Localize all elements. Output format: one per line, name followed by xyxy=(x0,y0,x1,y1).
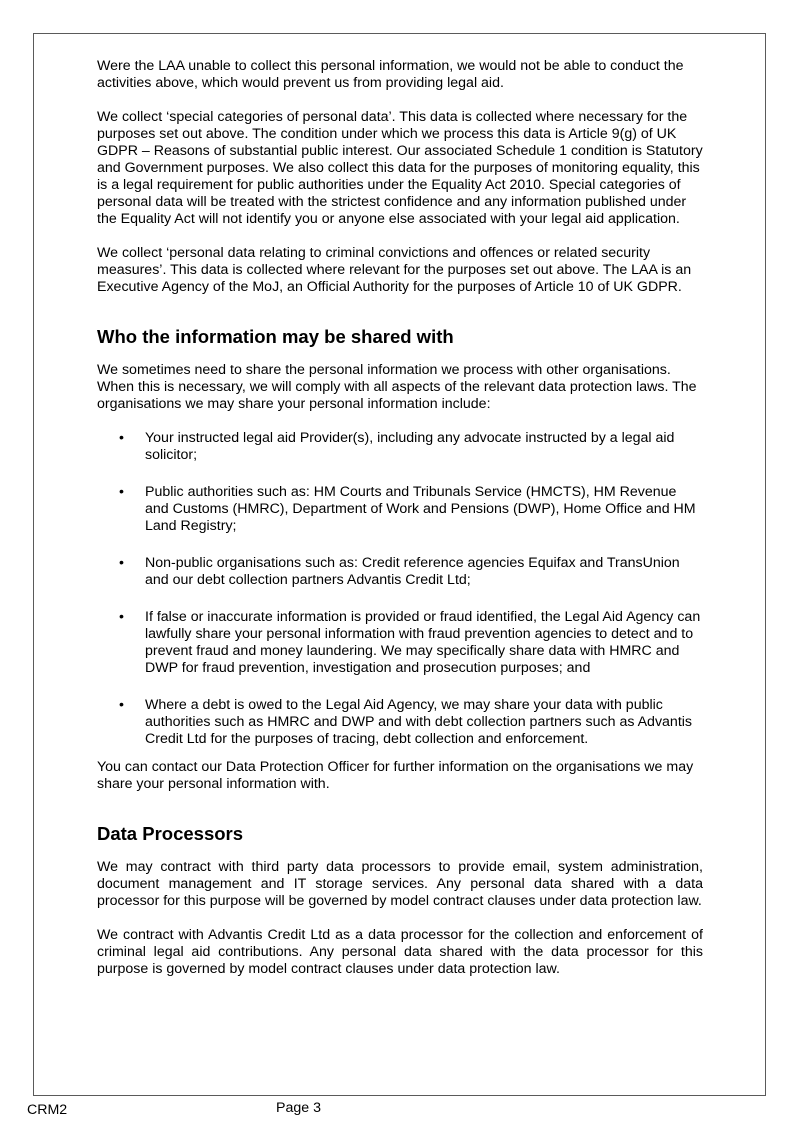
list-item-text: Where a debt is owed to the Legal Aid Agency, we may share your data with public authorities such as HMRC and DWP and with debt collection partners such as Advantis Credit Ltd for the purposes of tracing, debt collection and enforcement. xyxy=(145,697,693,747)
bullet-icon: • xyxy=(119,697,124,713)
heading-shared-with: Who the information may be shared with xyxy=(97,326,454,347)
bullet-icon: • xyxy=(119,555,124,571)
paragraph-criminal-data: We collect ‘personal data relating to criminal convictions and offences or related security measures’. This data is collected where relevant for the purposes set out above. The LAA is an Executive Agency of the MoJ, an Official Authority for the purposes of Article 10 of UK GDPR. xyxy=(97,245,692,295)
paragraph-special-categories: We collect ‘special categories of personal data’. This data is collected where necessary for the purposes set out above. The condition under which we process this data is Article 9(g) of UK GDPR – Reasons of substantial public interest. Our associated Schedule 1 condition is Statutory and Government purposes. We also collect this data for the purposes of monitoring equality, this is a legal requirement for public authorities under the Equality Act 2010. Special categories of personal data will be treated with the strictest confidence and any information published under the Equality Act will not identify you or anyone else associated with your legal aid application. xyxy=(97,109,703,227)
form-code: CRM2 xyxy=(27,1102,68,1118)
list-item xyxy=(97,484,703,535)
list-item xyxy=(97,609,703,677)
list-item-text: Non-public organisations such as: Credit reference agencies Equifax and TransUnion and our debt collection partners Advantis Credit Ltd; xyxy=(145,555,680,588)
list-item-text: If false or inaccurate information is provided or fraud identified, the Legal Aid Agency can lawfully share your personal information with fraud prevention agencies to detect and to prevent fraud and money laundering. We may specifically share data with HMRC and DWP for fraud prevention, investigation and prosecution purposes; and xyxy=(145,609,701,676)
list-item xyxy=(97,555,703,589)
paragraph-contact-dpo: You can contact our Data Protection Officer for further information on the organisations we may share your personal information with. xyxy=(97,759,694,792)
bullet-icon: • xyxy=(119,609,124,625)
list-item-text: Public authorities such as: HM Courts and Tribunals Service (HMCTS), HM Revenue and Customs (HMRC), Department of Work and Pensions (DWP), Home Office and HM Land Registry; xyxy=(145,484,696,534)
list-item xyxy=(97,430,703,464)
paragraph-advantis-processor: We contract with Advantis Credit Ltd as a data processor for the collection and enforcement of criminal legal aid contributions. Any personal data shared with the data processor for this purpose is governed by model contract clauses under data protection law. xyxy=(97,927,703,977)
document-body xyxy=(97,58,703,995)
heading-data-processors: Data Processors xyxy=(97,823,244,844)
paragraph-third-party-processors: We may contract with third party data processors to provide email, system administration, document management and IT storage services. Any personal data shared with a data processor for this purpose will be governed by model contract clauses under data protection law. xyxy=(97,859,703,909)
bullet-icon: • xyxy=(119,430,124,446)
list-item xyxy=(97,697,703,748)
bullet-icon: • xyxy=(119,484,124,500)
sharing-list xyxy=(97,430,703,748)
paragraph-sharing-intro: We sometimes need to share the personal information we process with other organisations. When this is necessary, we will comply with all aspects of the relevant data protection laws. The organisations we may share your personal information include: xyxy=(97,362,697,412)
list-item-text: Your instructed legal aid Provider(s), including any advocate instructed by a legal aid solicitor; xyxy=(145,430,675,463)
paragraph-unable-to-collect: Were the LAA unable to collect this personal information, we would not be able to conduct the activities above, which would prevent us from providing legal aid. xyxy=(97,58,684,91)
page-number: Page 3 xyxy=(276,1100,321,1116)
